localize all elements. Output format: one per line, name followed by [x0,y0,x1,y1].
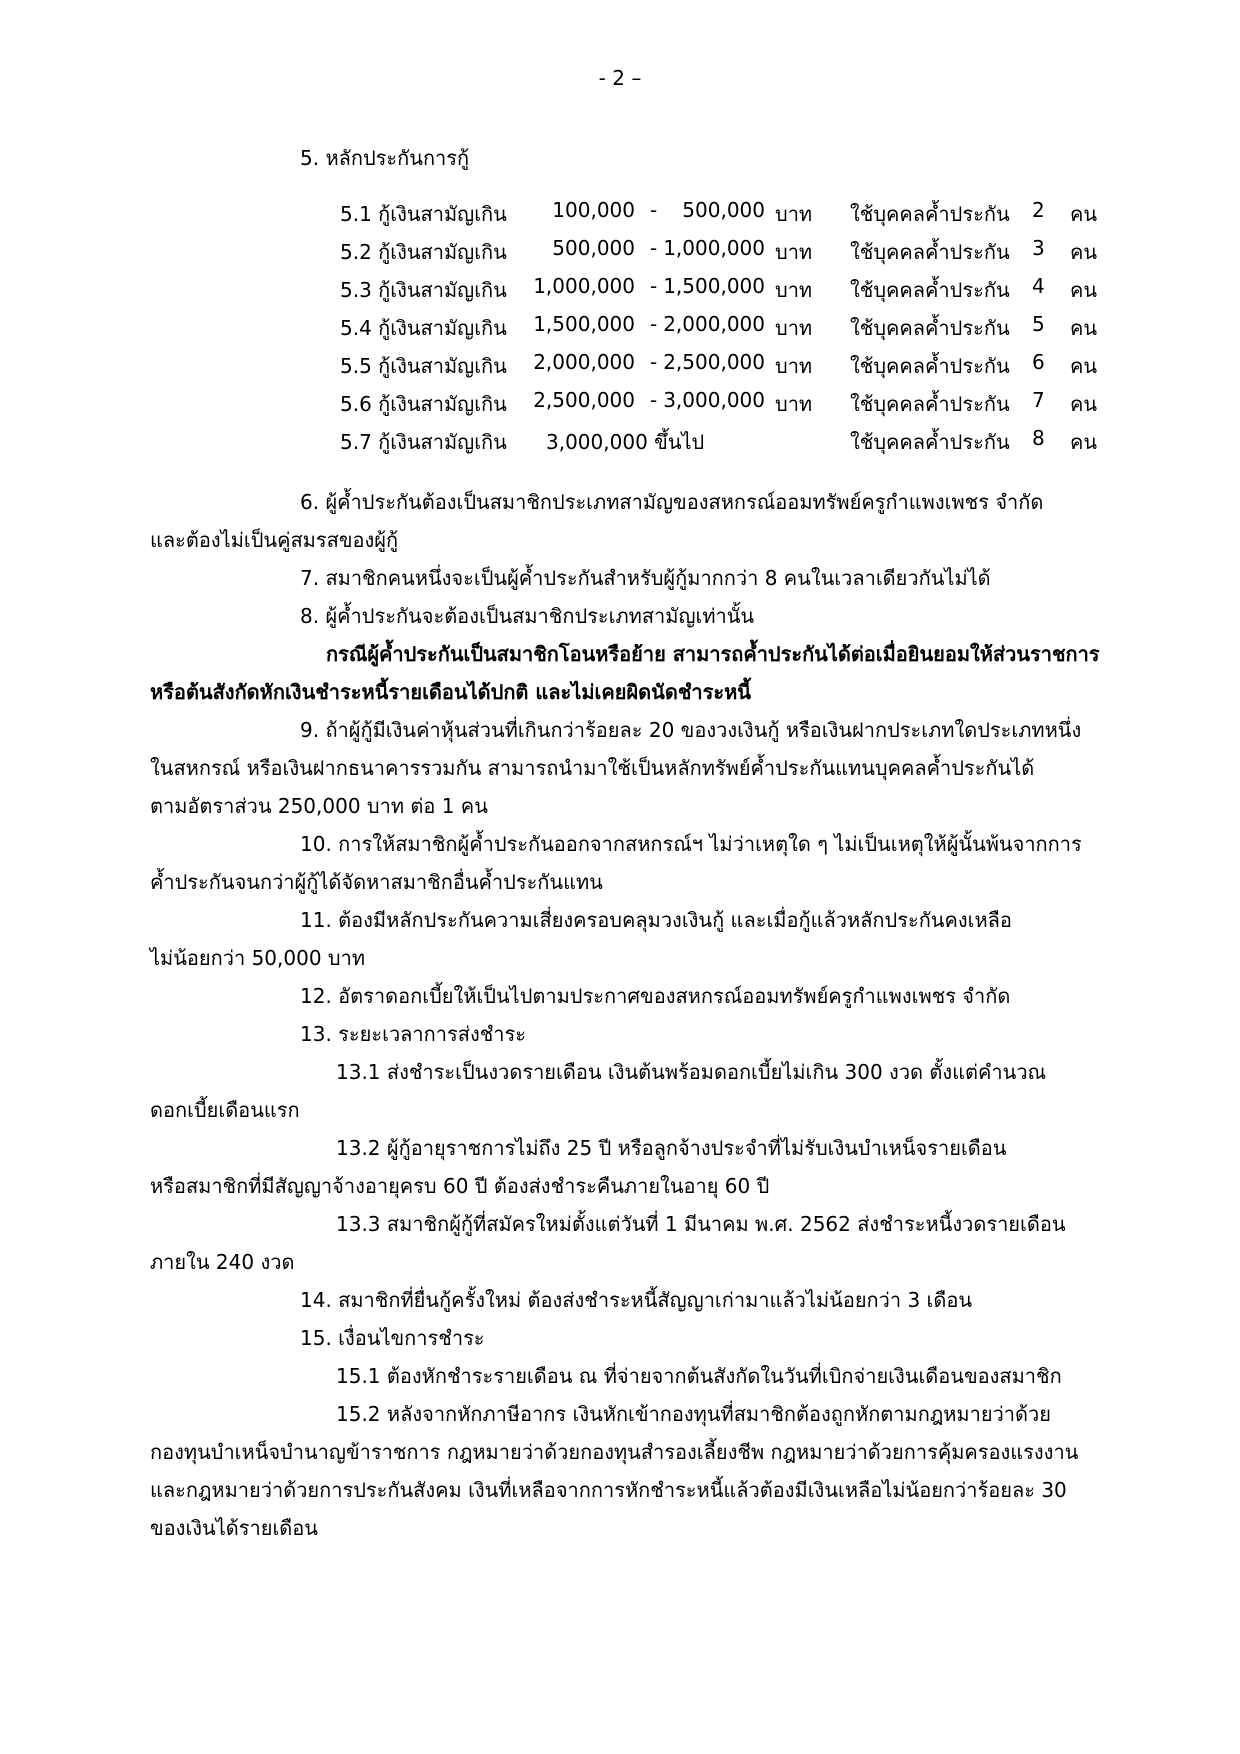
clause-15-2-line-3: และกฎหมายว่าด้วยการประกันสังคม เงินที่เหลือจากการหักชำระหนี้แล้วต้องมีเงินเหลือไม่น้อยกว่าร้อยละ 30 [150,1478,1067,1502]
range-separator: - [650,274,658,298]
currency-unit: บาท [775,278,813,302]
range-separator: - [650,312,658,336]
amount-to: 1,000,000 [663,236,765,260]
clause-9-line-3: ตามอัตราส่วน 250,000 บาท ต่อ 1 คน [150,794,488,818]
row-label: 5.5 กู้เงินสามัญเกิน [340,354,507,378]
amount-from: 1,000,000 [533,274,635,298]
person-unit: คน [1070,430,1098,454]
guarantor-text: ใช้บุคคลค้ำประกัน [850,392,1010,416]
clause-15-1: 15.1 ต้องหักชำระรายเดือน ณ ที่จ่ายจากต้นสังกัดในวันที่เบิกจ่ายเงินเดือนของสมาชิก [336,1364,1062,1388]
range-separator: - [650,236,658,260]
clause-13-3-line-2: ภายใน 240 งวด [150,1250,295,1274]
clause-13-2-line-1: 13.2 ผู้กู้อายุราชการไม่ถึง 25 ปี หรือลูกจ้างประจำที่ไม่รับเงินบำเหน็จรายเดือน [336,1136,1007,1160]
clause-9-line-2: ในสหกรณ์ หรือเงินฝากธนาคารรวมกัน สามารถนำมาใช้เป็นหลักทรัพย์ค้ำประกันแทนบุคคลค้ำประกันได้ [150,756,1035,780]
row-label: 5.4 กู้เงินสามัญเกิน [340,316,507,340]
guarantor-count: 7 [1032,388,1045,412]
amount-to: 500,000 [682,198,765,222]
amount-to: 1,500,000 [663,274,765,298]
row-label: 5.6 กู้เงินสามัญเกิน [340,392,507,416]
clause-8-note-line-2: หรือต้นสังกัดหักเงินชำระหนี้รายเดือนได้ปกติ และไม่เคยผิดนัดชำระหนี้ [150,680,751,704]
clause-13-1-line-2: ดอกเบี้ยเดือนแรก [150,1098,300,1122]
guarantor-count: 6 [1032,350,1045,374]
amount-to: 3,000,000 [663,388,765,412]
clause-8-note-line-1: กรณีผู้ค้ำประกันเป็นสมาชิกโอนหรือย้าย สามารถค้ำประกันได้ต่อเมื่อยินยอมให้ส่วนราชการ [326,642,1100,666]
clause-13-3-line-1: 13.3 สมาชิกผู้กู้ที่สมัครใหม่ตั้งแต่วันที่ 1 มีนาคม พ.ศ. 2562 ส่งชำระหนี้งวดรายเดือน [336,1212,1066,1236]
person-unit: คน [1070,392,1098,416]
currency-unit: บาท [775,392,813,416]
amount-from: 100,000 [552,198,635,222]
clause-15-2-line-2: กองทุนบำเหน็จบำนาญข้าราชการ กฎหมายว่าด้วยกองทุนสำรองเลี้ยงชีพ กฎหมายว่าด้วยการคุ้มครองแรงงาน [150,1440,1079,1464]
amount-from: 1,500,000 [533,312,635,336]
amount-from: 2,000,000 [533,350,635,374]
person-unit: คน [1070,354,1098,378]
clause-9-line-1: 9. ถ้าผู้กู้มีเงินค่าหุ้นส่วนที่เกินกว่าร้อยละ 20 ของวงเงินกู้ หรือเงินฝากประเภทใดประเภทหนึ่ง [300,718,1082,742]
guarantor-text: ใช้บุคคลค้ำประกัน [850,316,1010,340]
page-number: - 2 – [598,66,642,90]
currency-unit: บาท [775,354,813,378]
clause-10-line-1: 10. การให้สมาชิกผู้ค้ำประกันออกจากสหกรณ์ฯ ไม่ว่าเหตุใด ๆ ไม่เป็นเหตุให้ผู้นั้นพ้นจากการ [300,832,1082,856]
guarantor-text: ใช้บุคคลค้ำประกัน [850,354,1010,378]
guarantor-text: ใช้บุคคลค้ำประกัน [850,202,1010,226]
clause-13-heading: 13. ระยะเวลาการส่งชำระ [300,1022,527,1046]
amount-to: 2,500,000 [663,350,765,374]
guarantor-text: ใช้บุคคลค้ำประกัน [850,240,1010,264]
amount-to: 2,000,000 [663,312,765,336]
currency-unit: บาท [775,240,813,264]
clause-13-1-line-1: 13.1 ส่งชำระเป็นงวดรายเดือน เงินต้นพร้อมดอกเบี้ยไม่เกิน 300 งวด ตั้งแต่คำนวณ [336,1060,1047,1084]
person-unit: คน [1070,278,1098,302]
guarantor-text: ใช้บุคคลค้ำประกัน [850,430,1010,454]
range-separator: - [650,350,658,374]
guarantor-count: 3 [1032,236,1045,260]
clause-13-2-line-2: หรือสมาชิกที่มีสัญญาจ้างอายุครบ 60 ปี ต้องส่งชำระคืนภายในอายุ 60 ปี [150,1174,770,1198]
row-label: 5.7 กู้เงินสามัญเกิน [340,430,507,454]
currency-unit: บาท [775,202,813,226]
row-label: 5.2 กู้เงินสามัญเกิน [340,240,507,264]
row-label: 5.1 กู้เงินสามัญเกิน [340,202,507,226]
currency-unit: บาท [775,316,813,340]
clause-15-2-line-1: 15.2 หลังจากหักภาษีอากร เงินหักเข้ากองทุนที่สมาชิกต้องถูกหักตามกฎหมายว่าด้วย [336,1402,1051,1426]
range-separator: - [650,198,658,222]
amount-from: 3,000,000 ขึ้นไป [546,430,705,454]
guarantor-count: 2 [1032,198,1045,222]
clause-14: 14. สมาชิกที่ยื่นกู้ครั้งใหม่ ต้องส่งชำระหนี้สัญญาเก่ามาแล้วไม่น้อยกว่า 3 เดือน [300,1288,973,1312]
row-label: 5.3 กู้เงินสามัญเกิน [340,278,507,302]
clause-11-line-2: ไม่น้อยกว่า 50,000 บาท [150,946,366,970]
clause-6-line-2: และต้องไม่เป็นคู่สมรสของผู้กู้ [150,528,399,552]
guarantor-count: 5 [1032,312,1045,336]
amount-from: 500,000 [552,236,635,260]
guarantor-count: 4 [1032,274,1045,298]
clause-11-line-1: 11. ต้องมีหลักประกันความเสี่ยงครอบคลุมวงเงินกู้ และเมื่อกู้แล้วหลักประกันคงเหลือ [300,908,1012,932]
clause-10-line-2: ค้ำประกันจนกว่าผู้กู้ได้จัดหาสมาชิกอื่นค้ำประกันแทน [150,870,603,894]
clause-6-line-1: 6. ผู้ค้ำประกันต้องเป็นสมาชิกประเภทสามัญของสหกรณ์ออมทรัพย์ครูกำแพงเพชร จำกัด [300,490,1044,514]
clause-15-heading: 15. เงื่อนไขการชำระ [300,1326,485,1350]
clause-8: 8. ผู้ค้ำประกันจะต้องเป็นสมาชิกประเภทสามัญเท่านั้น [300,604,755,628]
guarantor-count: 8 [1032,426,1045,450]
person-unit: คน [1070,240,1098,264]
amount-from: 2,500,000 [533,388,635,412]
clause-15-2-line-4: ของเงินได้รายเดือน [150,1516,318,1540]
section-5-heading: 5. หลักประกันการกู้ [300,146,470,170]
person-unit: คน [1070,316,1098,340]
clause-12: 12. อัตราดอกเบี้ยให้เป็นไปตามประกาศของสหกรณ์ออมทรัพย์ครูกำแพงเพชร จำกัด [300,984,1011,1008]
range-separator: - [650,388,658,412]
clause-7: 7. สมาชิกคนหนึ่งจะเป็นผู้ค้ำประกันสำหรับผู้กู้มากกว่า 8 คนในเวลาเดียวกันไม่ได้ [300,566,991,590]
person-unit: คน [1070,202,1098,226]
guarantor-text: ใช้บุคคลค้ำประกัน [850,278,1010,302]
